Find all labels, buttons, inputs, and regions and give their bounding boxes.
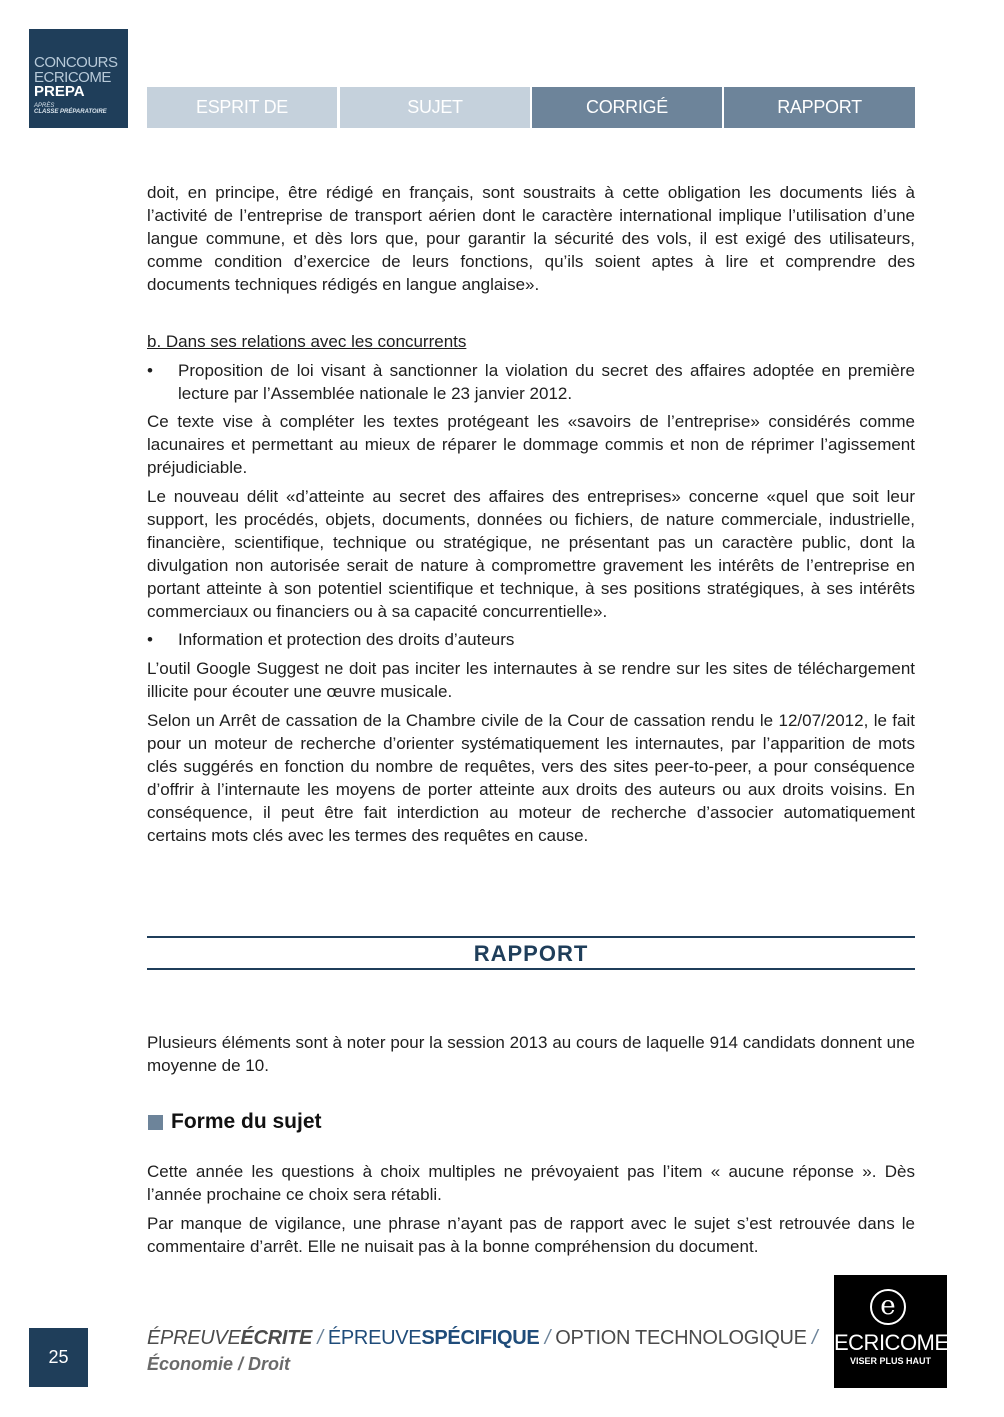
- paragraph-qcm: Cette année les questions à choix multiples ne prévoyaient pas l’item « aucune réponse ». Dès l’année prochaine ce choix sera rétabli.: [147, 1162, 915, 1204]
- paragraph-rapport-intro: Plusieurs éléments sont à noter pour la session 2013 au cours de laquelle 914 candidats donnent une moyenne de 10.: [147, 1033, 915, 1075]
- footer-epreuve-2: ÉPREUVE: [327, 1327, 422, 1349]
- brand-tagline: VISER PLUS HAUT: [849, 1356, 931, 1366]
- heading-forme-du-sujet: Forme du sujet: [171, 1110, 322, 1133]
- footer-option: OPTION TECHNOLOGIQUE: [555, 1327, 807, 1349]
- bullet-icon: •: [147, 630, 153, 649]
- rapport-top-rule: [147, 936, 915, 938]
- paragraph-nouveau-delit: Le nouveau délit «d’atteinte au secret des affaires des entreprises» concerne «quel que soit leur support, les procédés, objets, documents, données ou fichiers, de nature commerciale, industrielle, financière, scientifique, technique ou stratégique, ne présentant pas un caractère public, dont la divulgation non autorisée serait de nature à compromettre gravement les intérêts de l’entreprise en portant atteinte à son potentiel scientifique et technique, à ses positions stratégiques, à ses intérêts commerciaux ou financiers ou à sa capacité concurrentielle».: [147, 487, 915, 621]
- rapport-bottom-rule: [147, 968, 915, 970]
- footer-epreuve: ÉPREUVE: [147, 1327, 241, 1349]
- logo-line-prepa: PREPA: [34, 83, 85, 100]
- brand-name: ECRICOME: [834, 1330, 949, 1355]
- paragraph-arret-cassation: Selon un Arrêt de cassation de la Chambre civile de la Cour de cassation rendu le 12/07/2012, le fait pour un moteur de recherche d’orienter systématiquement les internautes, par l’apparition de mots clés suggérés en fonction du nombre de requêtes, vers des sites peer-to-peer, a pour conséquence d’offrir à l’internaute les moyens de porter atteinte aux droits des auteurs ou aux droits voisins. En conséquence, il peut être fait interdiction au moteur de recherche d’associer automatiquement certains mots clés avec les termes des requêtes en cause.: [147, 711, 915, 845]
- tab-corrige[interactable]: CORRIGÉ: [532, 87, 722, 128]
- ecricome-brand-logo: [834, 1275, 947, 1388]
- paragraph-texte-vise: Ce texte vise à compléter les textes protégeant les «savoirs de l’entreprise» considérés comme lacunaires et permettant au mieux de réparer le dommage commis et non de réprimer l’agissement préjudiciable.: [147, 412, 915, 477]
- concours-logo: [29, 29, 128, 128]
- logo-line-apres: APRÈS: [34, 103, 55, 109]
- bullet-icon: •: [147, 361, 153, 380]
- square-bullet-icon: [148, 1115, 163, 1130]
- bullet-proposition-loi: Proposition de loi visant à sanctionner la violation du secret des affaires adoptée en première lecture par l’Assemblée nationale le 23 janvier 2012.: [178, 361, 915, 403]
- e-circle-icon: e: [870, 1289, 906, 1325]
- logo-line-ecricome: ECRICOME: [34, 69, 111, 86]
- tab-esprit-epreuve[interactable]: ESPRIT DE L’ÉPREUVE: [147, 87, 337, 128]
- section-title-rapport: RAPPORT: [473, 941, 589, 966]
- footer-specifique: SPÉCIFIQUE: [421, 1327, 540, 1349]
- footer-ecrite: ÉCRITE: [240, 1327, 313, 1349]
- footer-separator: /: [812, 1327, 818, 1349]
- footer-separator: /: [544, 1327, 551, 1349]
- tab-rapport[interactable]: RAPPORT: [724, 87, 915, 128]
- logo-line-classe: CLASSE PRÉPARATOIRE: [34, 109, 107, 115]
- footer-subject: Économie / Droit: [147, 1354, 291, 1374]
- paragraph-google-suggest: L’outil Google Suggest ne doit pas inciter les internautes à se rendre sur les sites de téléchargement illicite pour écouter une œuvre musicale.: [147, 659, 915, 701]
- subheading-concurrents: b. Dans ses relations avec les concurrents: [147, 332, 467, 351]
- paragraph-intro: doit, en principe, être rédigé en français, sont soustraits à cette obligation les documents liés à l’activité de l’entreprise de transport aérien dont le caractère international implique l’utilisation d’une langue commune, et dès lors que, pour garantir la sécurité des vols, il est exigé des utilisateurs, comme condition d’exercice de leurs fonctions, qu’ils soient aptes à lire et comprendre des documents techniques rédigés en langue anglaise».: [147, 183, 915, 294]
- footer-exam-type: [147, 1326, 817, 1350]
- page-number: 25: [29, 1328, 88, 1387]
- logo-line-concours: CONCOURS: [34, 54, 118, 71]
- bullet-droits-auteurs: Information et protection des droits d’auteurs: [178, 630, 515, 649]
- footer-separator: /: [317, 1327, 323, 1349]
- paragraph-vigilance: Par manque de vigilance, une phrase n’ayant pas de rapport avec le sujet s’est retrouvée dans le commentaire d’arrêt. Elle ne nuisait pas à la bonne compréhension du document.: [147, 1214, 915, 1256]
- tab-sujet[interactable]: SUJET: [340, 87, 530, 128]
